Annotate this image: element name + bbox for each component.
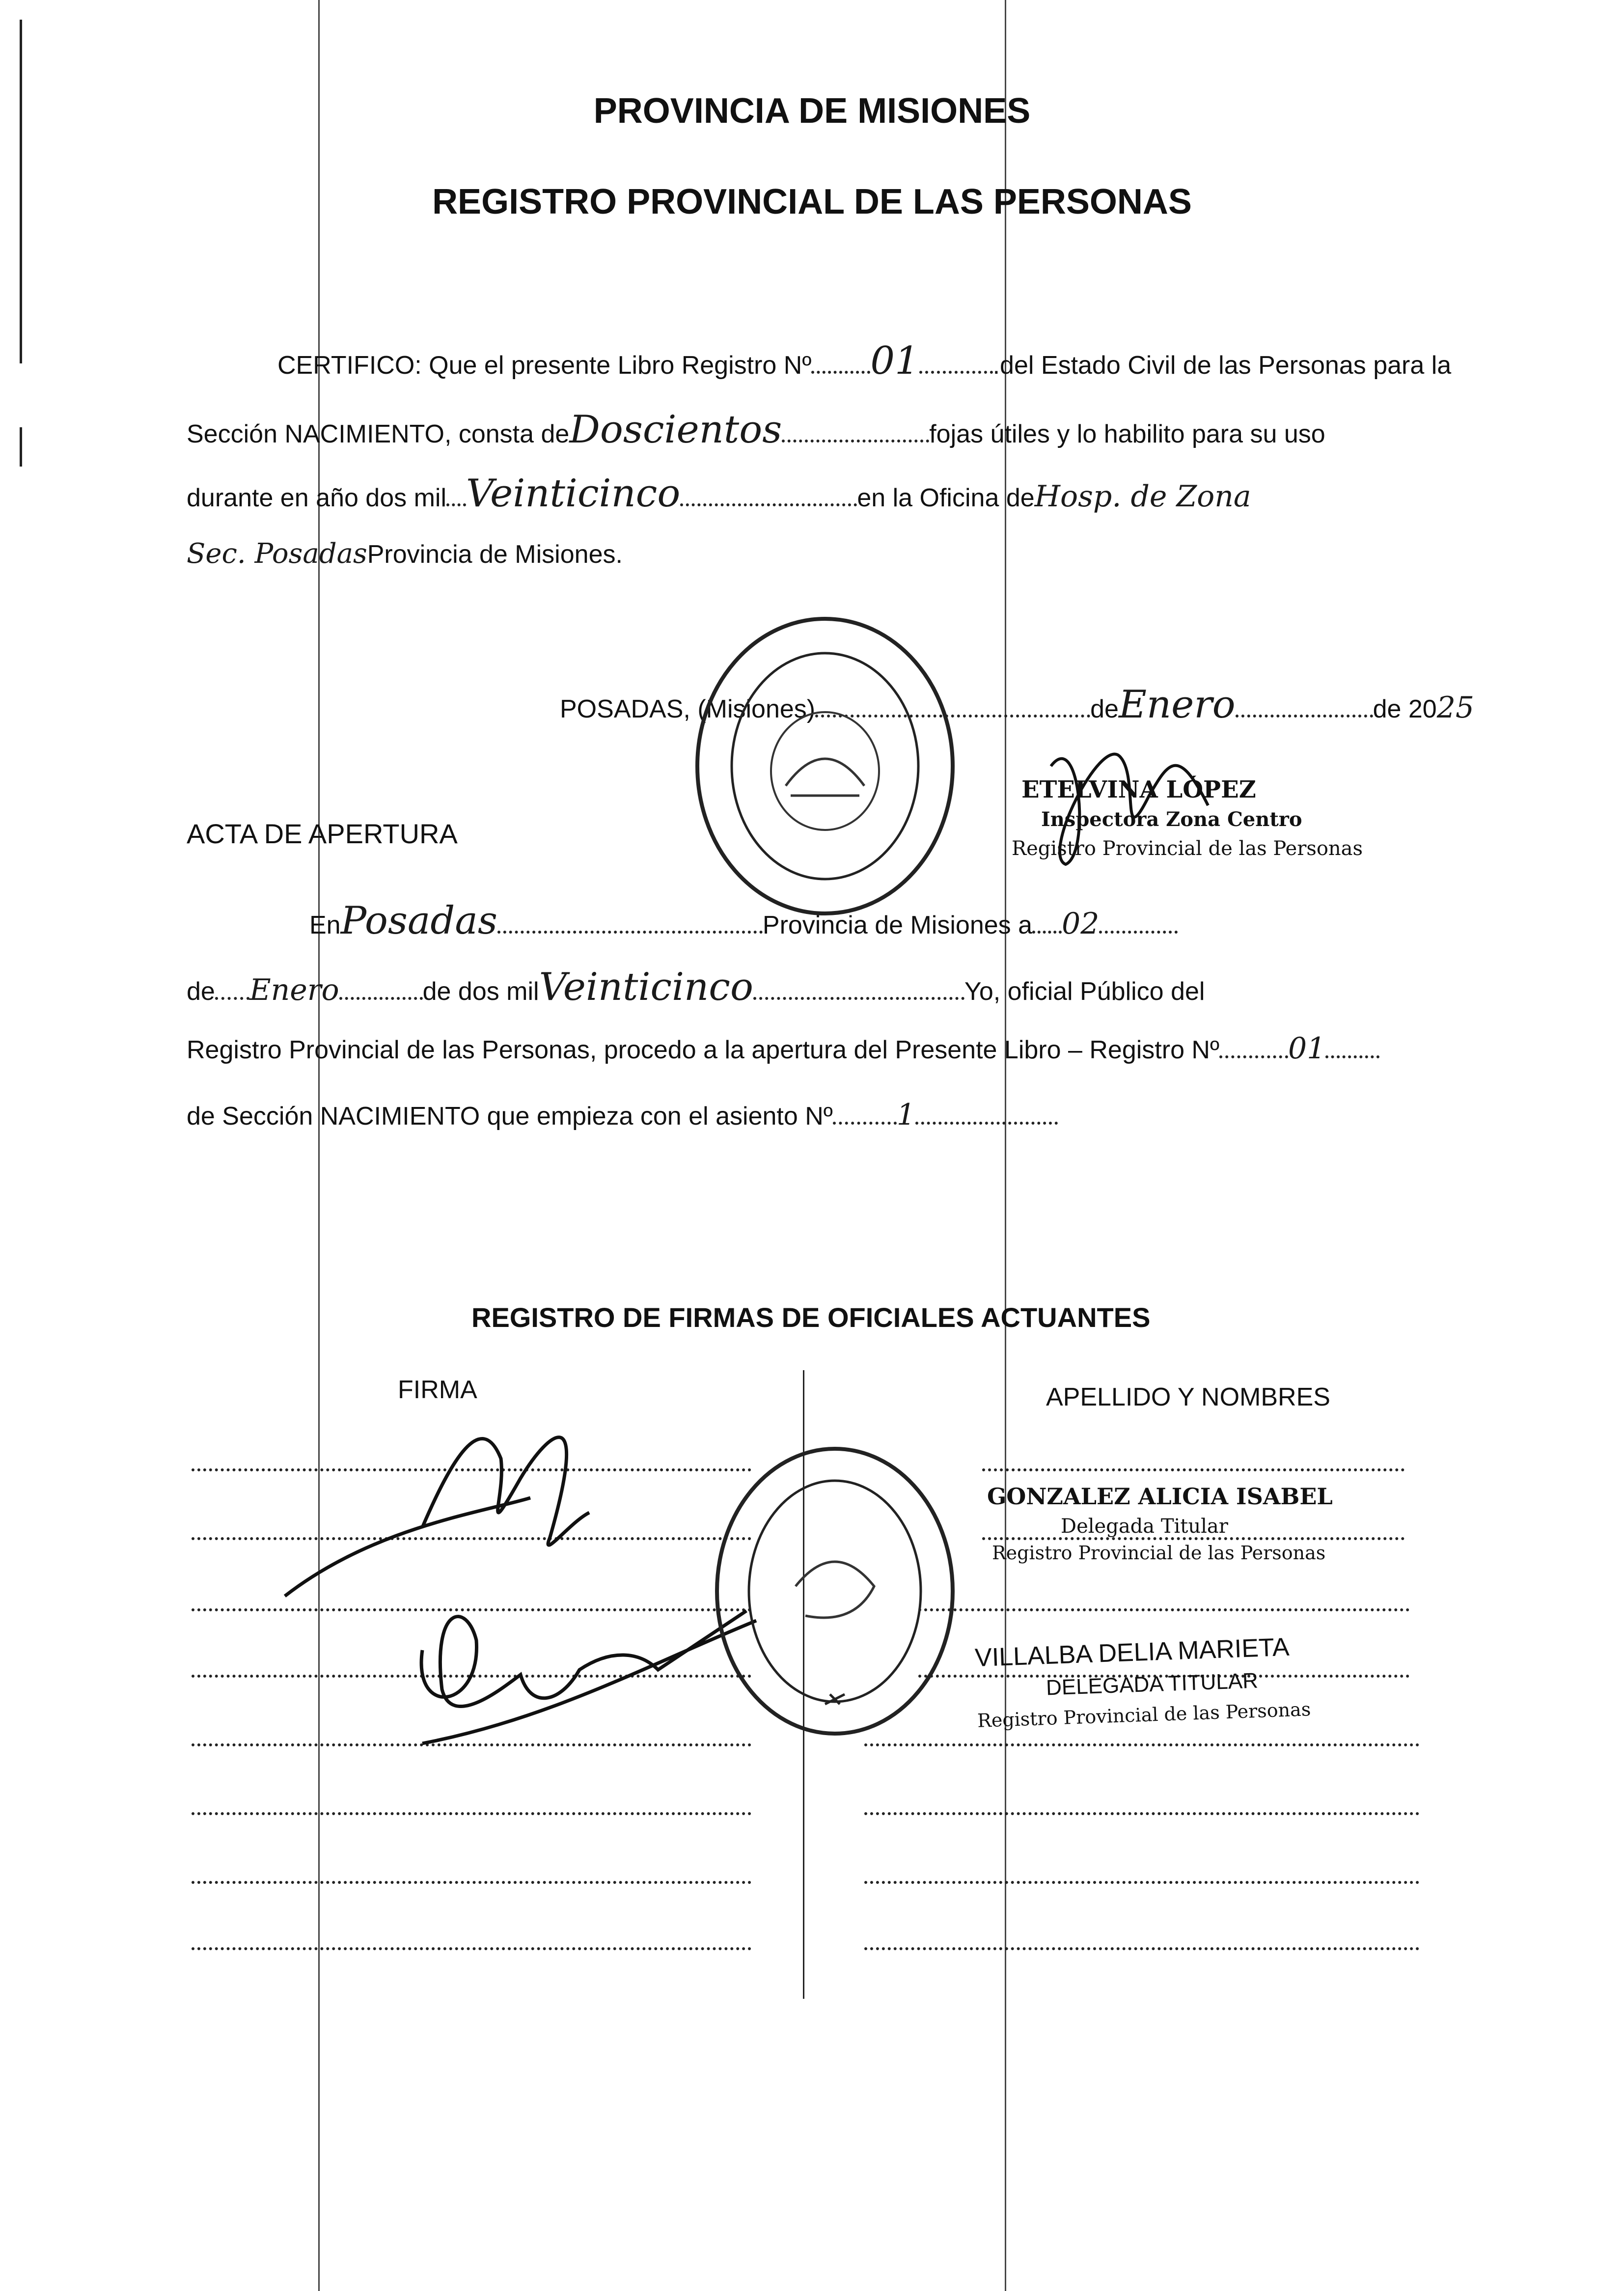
month-handwritten: Enero	[1118, 683, 1236, 727]
acta-text: Provincia de Misiones a	[762, 911, 1033, 939]
acta-text: de	[187, 977, 215, 1006]
year-words-handwritten-2: Veinticinco	[539, 965, 753, 1009]
name-row	[918, 1608, 1409, 1611]
acta-text: Registro Provincial de las Personas, procedo a la apertura del Presente Libro – Registro Nº	[187, 1036, 1219, 1064]
cert-line-4	[187, 538, 623, 570]
registry-title: REGISTRO PROVINCIAL DE LAS PERSONAS	[432, 182, 1192, 221]
cert-text: Provincia de Misiones.	[367, 540, 623, 569]
book-number-handwritten-2: 01	[1288, 1031, 1326, 1066]
name-row	[864, 1947, 1419, 1950]
place-date-text: POSADAS, (Misiones)	[560, 695, 816, 723]
scan-line-edge-2	[20, 427, 22, 467]
day-handwritten: 02	[1062, 907, 1100, 941]
inspector-role: Inspectora Zona Centro	[1041, 808, 1302, 831]
office-handwritten: Hosp. de Zona	[1034, 479, 1251, 514]
col-sign-header: FIRMA	[398, 1376, 477, 1404]
official1-name: GONZALEZ ALICIA ISABEL	[987, 1483, 1333, 1510]
year-words-handwritten: Veinticinco	[466, 471, 681, 516]
official1-org: Registro Provincial de las Personas	[992, 1542, 1326, 1564]
province-title: PROVINCIA DE MISIONES	[593, 91, 1031, 131]
cert-line-3	[187, 471, 1251, 516]
acta-text: de Sección NACIMIENTO que empieza con el asiento Nº	[187, 1102, 833, 1131]
official2-role: DELEGADA TITULAR	[1046, 1668, 1259, 1700]
place-date-text: de 20	[1373, 695, 1437, 723]
name-row	[982, 1468, 1404, 1471]
inspector-name: ETELVINA LÓPEZ	[1021, 776, 1256, 803]
cert-text: Sección NACIMIENTO, consta de	[187, 420, 570, 448]
signatures-title: REGISTRO DE FIRMAS DE OFICIALES ACTUANTES	[471, 1302, 1151, 1333]
official-seal-1	[688, 609, 963, 923]
official-signature-1	[275, 1400, 658, 1606]
place-date-text: de	[1090, 695, 1119, 723]
office-cont-handwritten: Sec. Posadas	[187, 538, 367, 570]
official2-name: VILLALBA DELIA MARIETA	[974, 1632, 1290, 1673]
col-name-header: APELLIDO Y NOMBRES	[1046, 1383, 1330, 1411]
cert-text: .del Estado Civil de las Personas para la	[992, 351, 1452, 380]
name-row	[864, 1743, 1419, 1746]
acta-text: Yo, oficial Público del	[964, 977, 1205, 1006]
city-handwritten: Posadas	[340, 899, 497, 943]
acta-text: En	[309, 911, 341, 939]
year-digits-handwritten: 25	[1436, 690, 1475, 725]
entry-handwritten: 1	[896, 1098, 915, 1132]
official-seal-2	[707, 1439, 963, 1743]
cert-line-1	[277, 339, 1451, 383]
cert-text: fojas útiles y lo habilito para su uso	[929, 420, 1325, 448]
acta-line-2	[187, 965, 1205, 1009]
name-row	[864, 1812, 1419, 1815]
sign-row	[192, 1881, 751, 1884]
name-row	[864, 1881, 1419, 1884]
cert-text: CERTIFICO: Que el presente Libro Registro Nº	[277, 351, 812, 380]
cert-text: durante en año dos mil	[187, 484, 447, 512]
acta-line-4	[187, 1098, 1058, 1132]
book-number-handwritten: 01	[870, 339, 919, 383]
official1-role: Delegada Titular	[1061, 1515, 1228, 1538]
acta-text: de dos mil	[422, 977, 539, 1006]
month-handwritten-2: Enero	[249, 973, 339, 1007]
folios-handwritten: Doscientos	[569, 408, 782, 452]
acta-line-3	[187, 1031, 1379, 1066]
cert-text: en la Oficina de	[857, 484, 1035, 512]
sign-row	[192, 1812, 751, 1815]
cert-line-2	[187, 408, 1325, 452]
inspector-org: Registro Provincial de las Personas	[1012, 837, 1363, 860]
acta-line-1	[309, 899, 1178, 943]
acta-title: ACTA DE APERTURA	[187, 818, 458, 849]
sign-row	[192, 1947, 751, 1950]
official2-org: Registro Provincial de las Personas	[977, 1698, 1311, 1732]
